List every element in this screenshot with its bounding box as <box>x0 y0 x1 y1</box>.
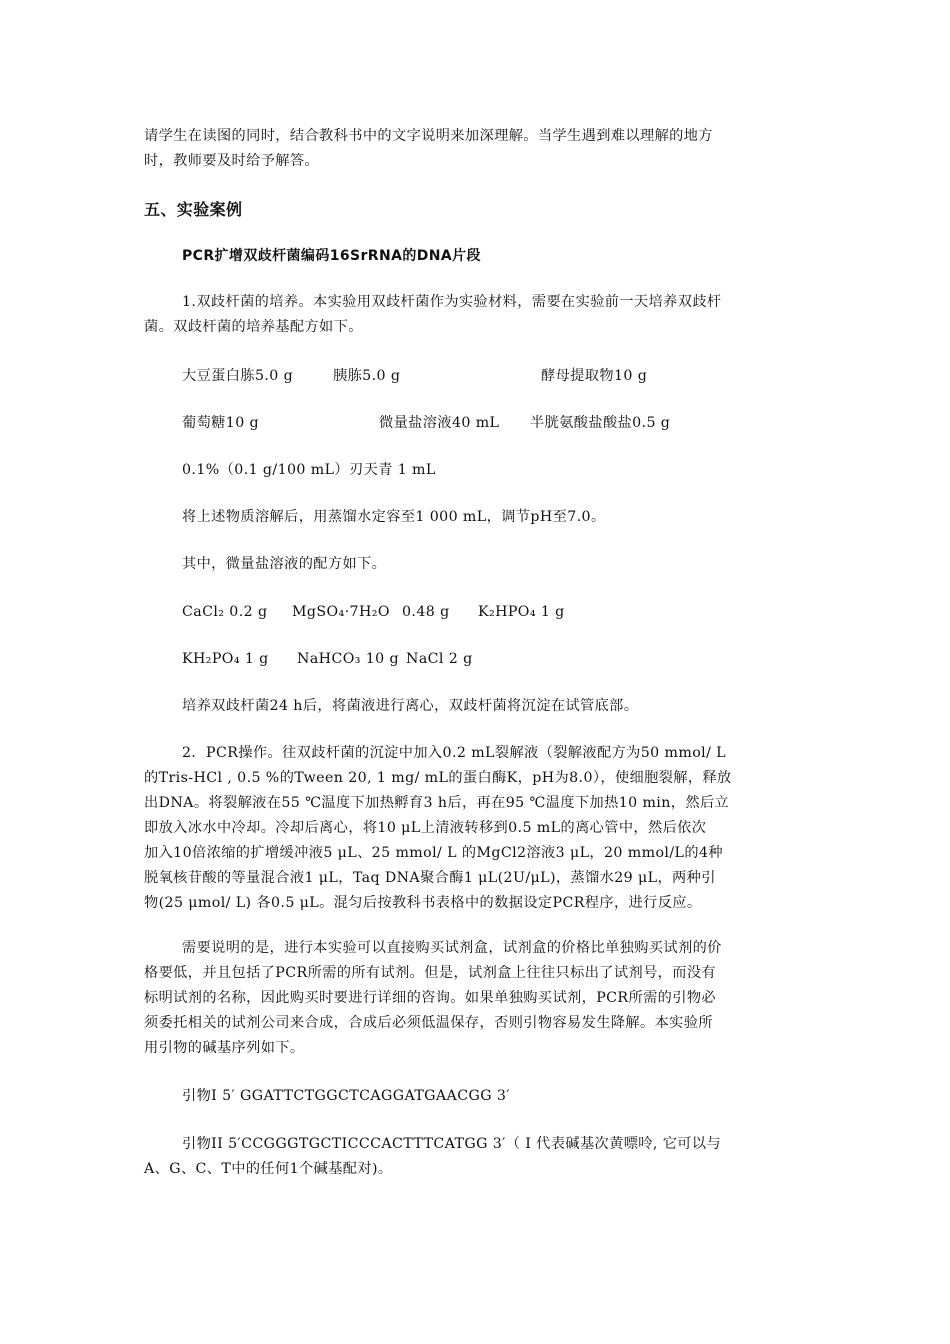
step2-line: 加入10倍浓缩的扩增缓冲液5 μL、25 mmol/ L 的MgCl2溶液3 μL，20 mmol/L的4种 <box>144 845 723 861</box>
primer-2-line-2: A、G、C、T中的任何1个碱基配对)。 <box>144 1161 393 1177</box>
primer-2-line-1: 引物II 5′CCGGGTGCTICCCACTTTCATGG 3′（ I 代表碱基次黄嘌呤, 它可以与 <box>182 1136 722 1152</box>
medium-item: 葡萄糖10 g <box>182 415 260 431</box>
note-line: 标明试剂的名称，因此购买时要进行详细的咨询。如果单独购买试剂，PCR所需的引物必 <box>144 990 717 1006</box>
note-line: 须委托相关的试剂公司来合成，合成后必须低温保存，否则引物容易发生降解。本实验所 <box>144 1015 713 1031</box>
trace-item: NaCl 2 g <box>406 651 473 667</box>
step2-line: 物(25 μmol/ L) 各0.5 μL。混匀后按教科书表格中的数据设定PCR程序，进行反应。 <box>144 895 702 911</box>
note-line: 需要说明的是，进行本实验可以直接购买试剂盒，试剂盒的价格比单独购买试剂的价 <box>182 940 722 956</box>
step1-paragraph <box>144 290 808 340</box>
intro-line-1: 请学生在读图的同时，结合教科书中的文字说明来加深理解。当学生遇到难以理解的地方 <box>144 128 713 144</box>
medium-item: 酵母提取物10 g <box>541 368 648 384</box>
primer-2-paragraph <box>144 1132 808 1182</box>
intro-paragraph <box>144 124 808 174</box>
trace-item: K₂HPO₄ 1 g <box>478 604 565 620</box>
medium-dissolve: 将上述物质溶解后，用蒸馏水定容至1 000 mL，调节pH至7.0。 <box>182 509 606 525</box>
step2-line: 2．PCR操作。往双歧杆菌的沉淀中加入0.2 mL裂解液（裂解液配方为50 mmol/ L <box>182 745 727 761</box>
medium-item: 微量盐溶液40 mL <box>379 415 500 431</box>
culture-note: 培养双歧杆菌24 h后，将菌液进行离心，双歧杆菌将沉淀在试管底部。 <box>182 698 639 714</box>
step1-line-2: 菌。双歧杆菌的培养基配方如下。 <box>144 319 363 335</box>
step2-line: 的Tris-HCl , 0.5 %的Tween 20, 1 mg/ mL的蛋白酶K，pH为8.0），使细胞裂解，释放 <box>144 770 732 786</box>
primer-1: 引物Ⅰ 5′ GGATTCTGGCTCAGGATGAACGG 3′ <box>182 1088 510 1104</box>
section-title: 五、实验案例 <box>144 200 243 219</box>
medium-item: 胰胨5.0 g <box>333 368 401 384</box>
medium-item: 半胱氨酸盐酸盐0.5 g <box>530 415 671 431</box>
trace-item: MgSO₄·7H₂O <box>292 604 390 620</box>
note-paragraph <box>144 936 808 1061</box>
step2-line: 出DNA。将裂解液在55 ℃温度下加热孵育3 h后，再在95 ℃温度下加热10 min，然后立 <box>144 795 730 811</box>
trace-item: CaCl₂ 0.2 g <box>182 604 268 620</box>
trace-intro: 其中，微量盐溶液的配方如下。 <box>182 556 387 572</box>
medium-item: 大豆蛋白胨5.0 g <box>182 368 294 384</box>
step2-paragraph <box>144 741 808 916</box>
note-line: 格要低，并且包括了PCR所需的所有试剂。但是，试剂盒上往往只标出了试剂号，而没有 <box>144 965 717 981</box>
trace-item: NaHCO₃ 10 g <box>297 651 399 667</box>
case-title: PCR扩增双歧杆菌编码16SrRNA的DNA片段 <box>182 248 481 264</box>
step2-line: 脱氧核苷酸的等量混合液1 μL，Taq DNA聚合酶1 μL(2U/μL)，蒸馏水29 μL，两种引 <box>144 870 716 886</box>
step2-line: 即放入冰水中冷却。冷却后离心，将10 μL上清液转移到0.5 mL的离心管中，然后依次 <box>144 820 707 836</box>
trace-item: KH₂PO₄ 1 g <box>182 651 269 667</box>
trace-item: 0.48 g <box>402 604 450 620</box>
note-line: 用引物的碱基序列如下。 <box>144 1040 305 1056</box>
step1-line-1: 1.双歧杆菌的培养。本实验用双歧杆菌作为实验材料，需要在实验前一天培养双歧杆 <box>182 294 722 310</box>
intro-line-2: 时，教师要及时给予解答。 <box>144 153 320 169</box>
medium-row-3: 0.1%（0.1 g/100 mL）刃天青 1 mL <box>182 462 436 478</box>
